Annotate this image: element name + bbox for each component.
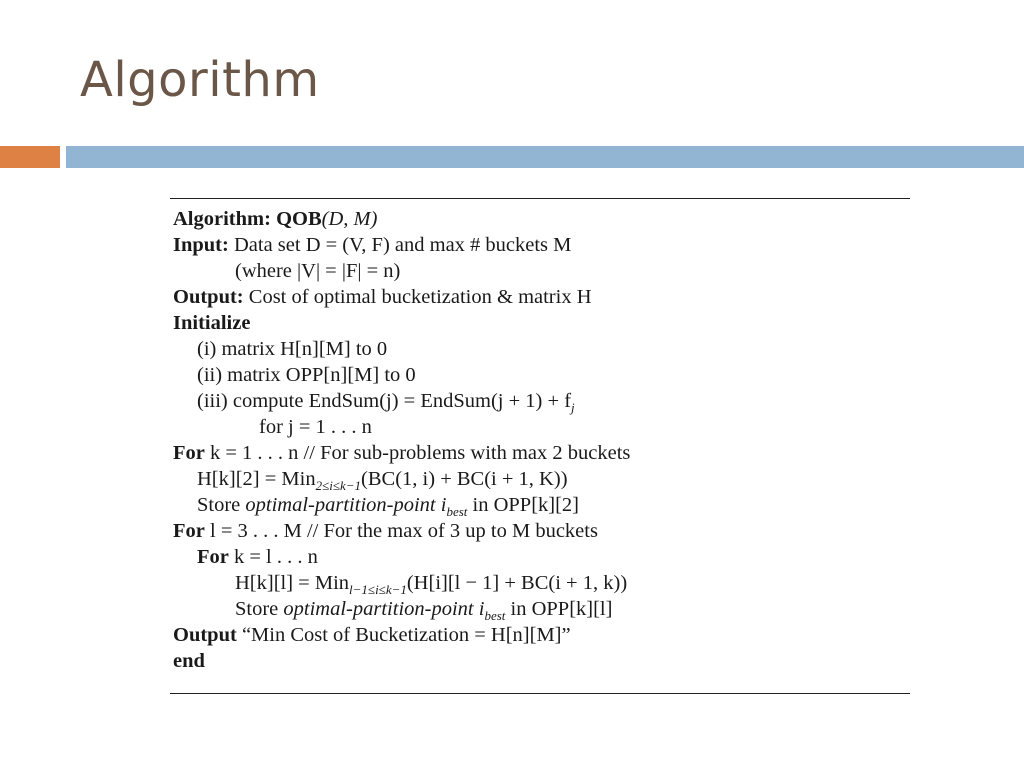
for-loop-1-store — [173, 492, 908, 518]
store-label: Store — [197, 494, 241, 516]
input-line — [173, 232, 908, 258]
for-loop-3-store — [173, 596, 908, 622]
for-keyword: For — [197, 546, 229, 568]
algorithm-name: QOB — [276, 208, 322, 230]
init-step-iii-subscript: j — [571, 400, 575, 416]
title-divider-bar — [66, 146, 1024, 168]
init-step-iii — [173, 388, 908, 414]
end-line: end — [173, 650, 205, 672]
for-keyword: For — [173, 520, 205, 542]
title-accent-bar — [0, 146, 60, 168]
init-step-iii-text: (iii) compute EndSum(j) = EndSum(j + 1) + f — [197, 390, 572, 412]
for-loop-3-text: k = l . . . n — [234, 546, 318, 568]
algorithm-header — [173, 206, 908, 232]
store-variable-subscript: best — [446, 504, 468, 520]
for-loop-3-body-b: (H[i][l − 1] + BC(i + 1, k)) — [406, 572, 628, 594]
output-keyword: Output: — [173, 286, 244, 308]
algorithm-bottom-rule — [170, 693, 910, 694]
final-output-keyword: Output — [173, 624, 237, 646]
output-text: Cost of optimal bucketization & matrix H — [248, 286, 592, 308]
init-step-ii: (ii) matrix OPP[n][M] to 0 — [197, 364, 416, 386]
for-loop-3-body-a: H[k][l] = Min — [235, 572, 350, 594]
for-loop-1-body-a: H[k][2] = Min — [197, 468, 316, 490]
algorithm-box — [173, 206, 908, 674]
init-step-i: (i) matrix H[n][M] to 0 — [197, 338, 388, 360]
initialize-line: Initialize — [173, 312, 251, 334]
for-loop-3-body-subscript: l−1≤i≤k−1 — [349, 582, 407, 598]
for-loop-2 — [173, 518, 908, 544]
store-label: Store — [235, 598, 279, 620]
store-target: in OPP[k][l] — [510, 598, 613, 620]
algorithm-args: (D, M) — [321, 208, 378, 230]
for-loop-3-body — [173, 570, 908, 596]
algorithm-top-rule — [170, 198, 910, 199]
for-keyword: For — [173, 442, 205, 464]
store-variable: i — [440, 494, 447, 516]
store-term: optimal-partition-point — [283, 598, 474, 620]
for-loop-1 — [173, 440, 908, 466]
output-line — [173, 284, 908, 310]
for-loop-3 — [173, 544, 908, 570]
slide-title: Algorithm — [80, 52, 320, 108]
input-text: Data set D = (V, F) and max # buckets M — [233, 234, 572, 256]
for-loop-1-text: k = 1 . . . n // For sub-problems with max 2 buckets — [210, 442, 631, 464]
for-loop-1-body-subscript: 2≤i≤k−1 — [315, 478, 362, 494]
store-target: in OPP[k][2] — [472, 494, 579, 516]
store-variable-subscript: best — [484, 608, 506, 624]
store-variable: i — [478, 598, 485, 620]
store-term: optimal-partition-point — [245, 494, 436, 516]
init-step-iii-for: for j = 1 . . . n — [259, 416, 372, 438]
input-keyword: Input: — [173, 234, 229, 256]
final-output-line — [173, 622, 908, 648]
for-loop-2-text: l = 3 . . . M // For the max of 3 up to M buckets — [210, 520, 598, 542]
for-loop-1-body-b: (BC(1, i) + BC(i + 1, K)) — [361, 468, 568, 490]
for-loop-1-body — [173, 466, 908, 492]
header-keyword: Algorithm: — [173, 208, 271, 230]
final-output-text: “Min Cost of Bucketization = H[n][M]” — [241, 624, 571, 646]
input-where-line: (where |V| = |F| = n) — [235, 260, 401, 282]
